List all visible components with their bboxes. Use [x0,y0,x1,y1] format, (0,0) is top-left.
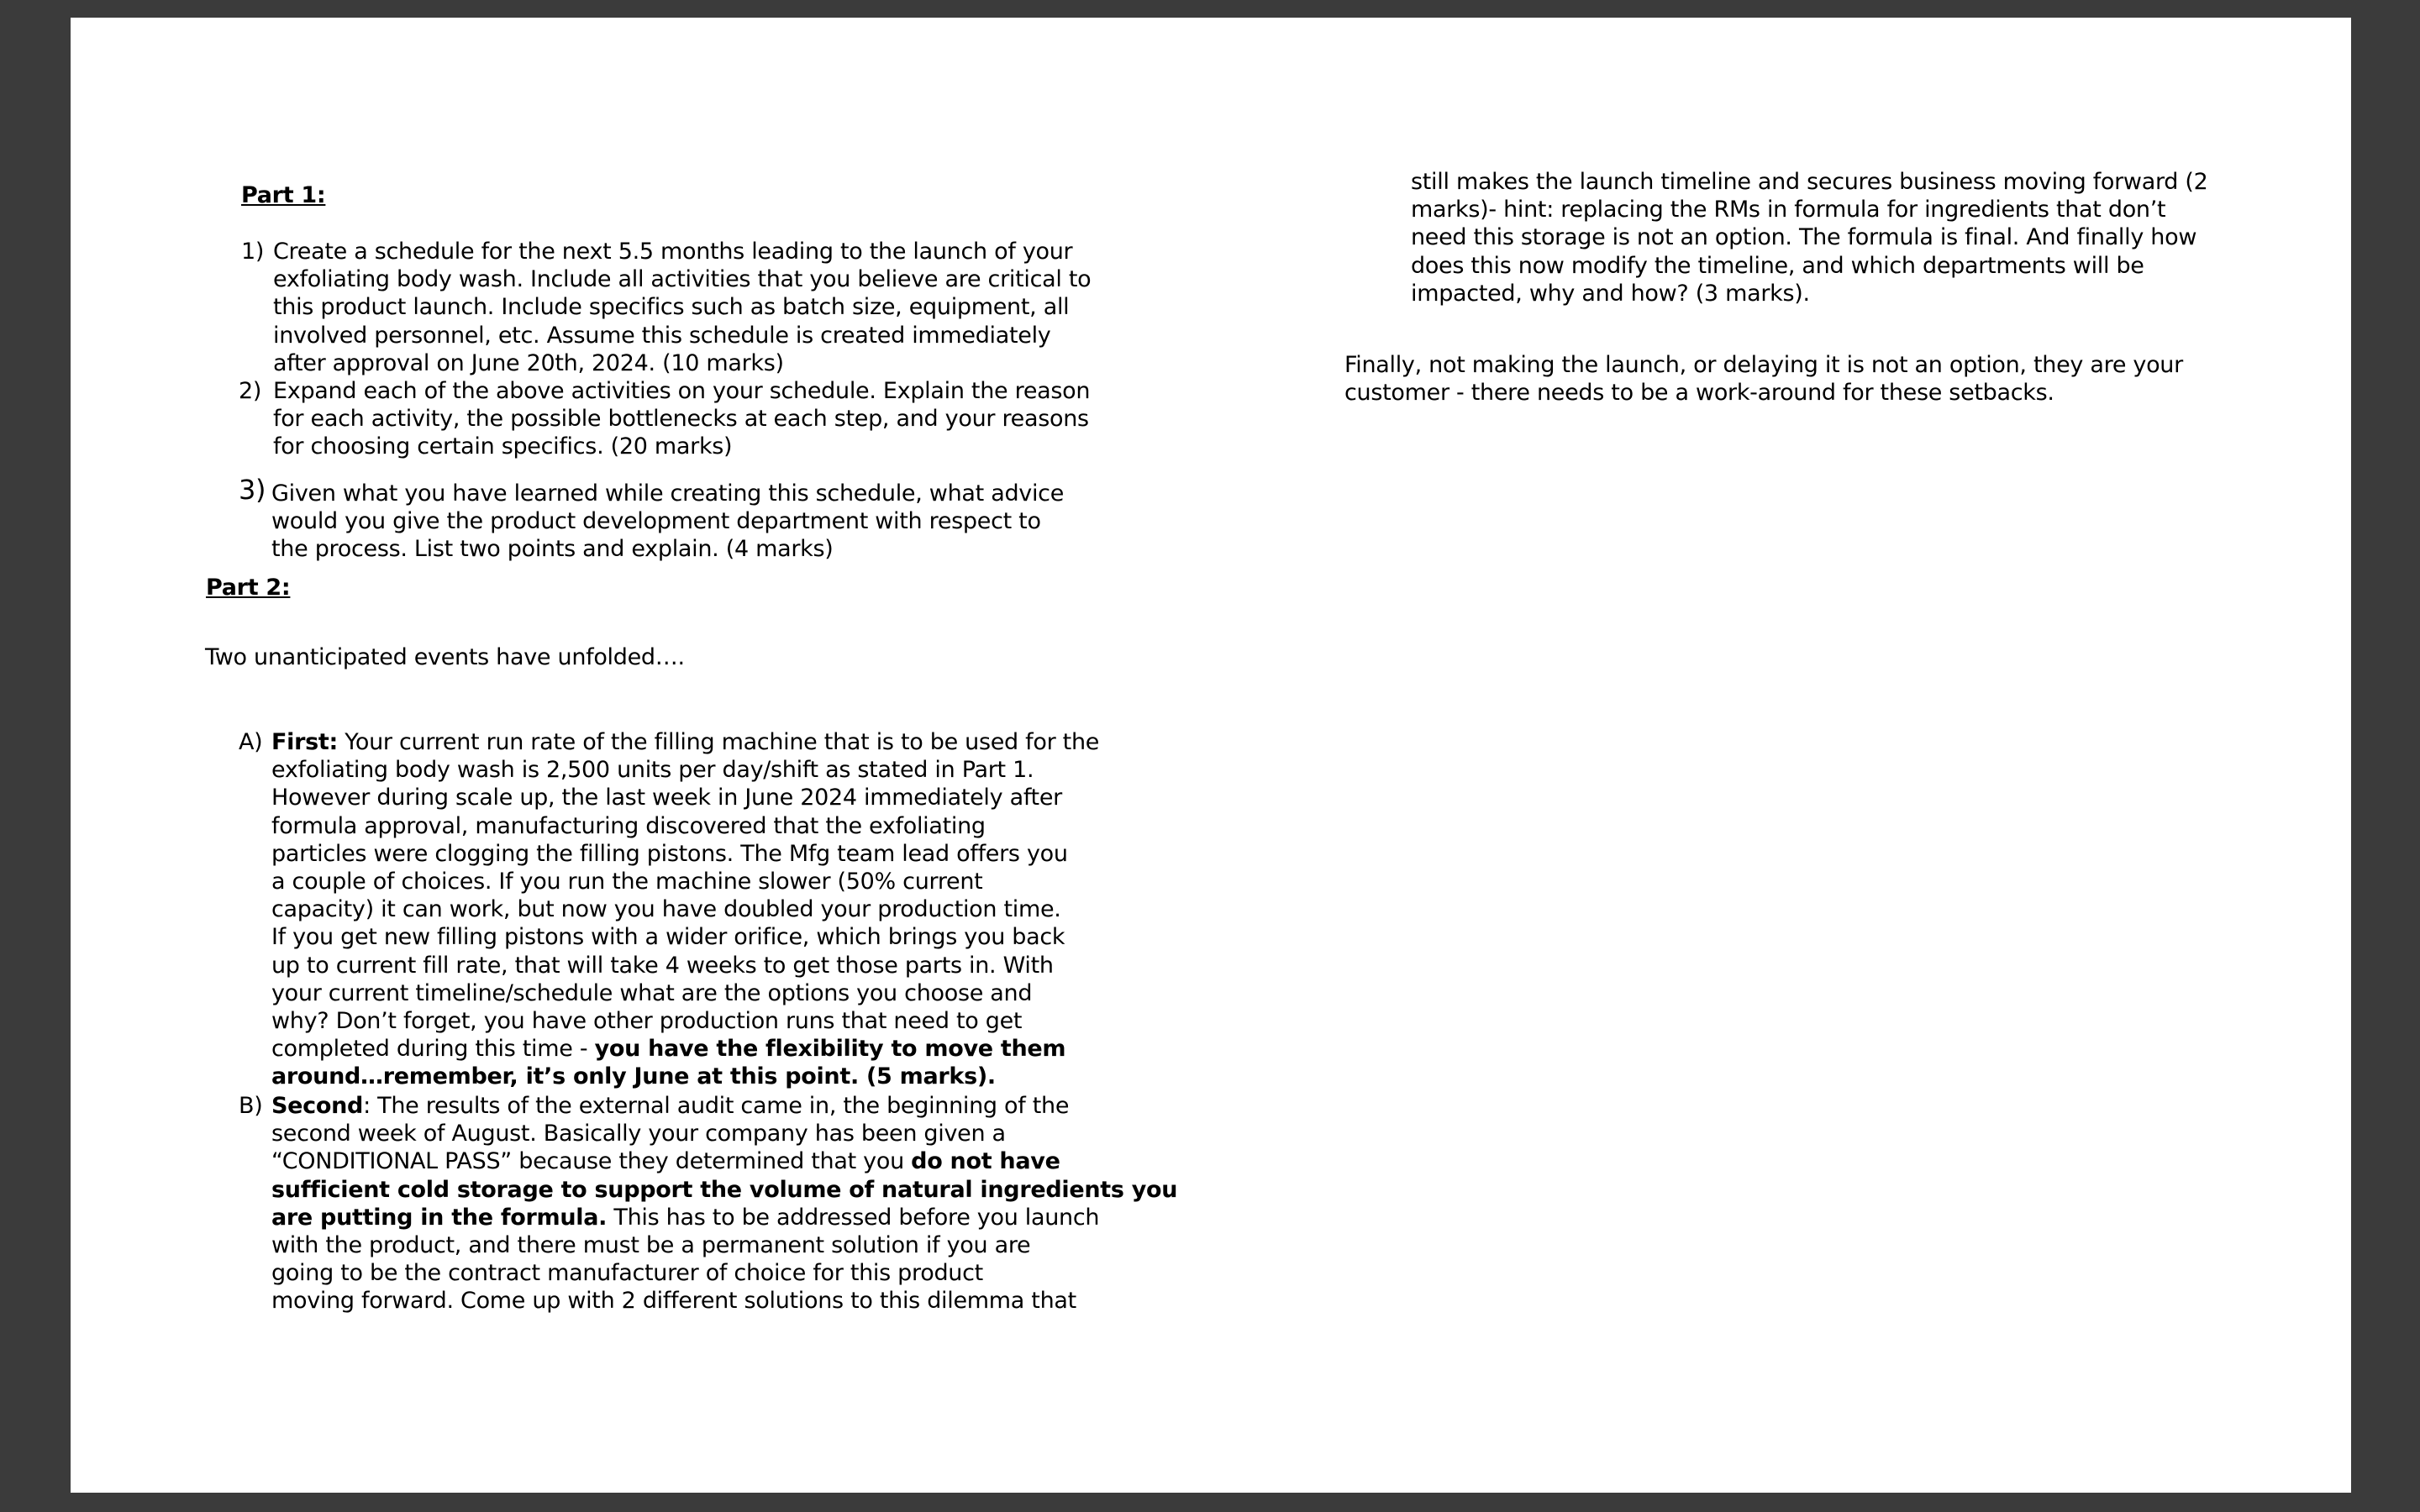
continued-line: does this now modify the timeline, and which departments will be [1411,252,2144,279]
event-line: capacity) it can work, but now you have doubled your production time. [271,896,1061,923]
part2-intro: Two unanticipated events have unfolded…. [205,644,685,670]
part1-heading: Part 1: [241,182,326,208]
event-line: with the product, and there must be a permanent solution if you are [271,1232,1031,1259]
event-line: second week of August. Basically your company has been given a [271,1121,1006,1147]
part1-question-1 [241,238,1091,377]
question-line: this product launch. Include specifics such as batch size, equipment, all [273,294,1070,321]
event-line: completed during this time - you have the flexibility to move them [271,1036,1066,1063]
final-line: customer - there needs to be a work-around for these setbacks. [1344,380,2054,407]
part2-heading: Part 2: [206,575,291,601]
continued-line: marks)- hint: replacing the RMs in formula for ingredients that don’t [1411,197,2166,223]
event-line: “CONDITIONAL PASS” because they determined that you do not have [271,1148,1060,1175]
event-line: First: Your current run rate of the filling machine that is to be used for the [271,729,1100,755]
question-line: for each activity, the possible bottlenecks at each step, and your reasons [273,406,1089,433]
part2-event-a [239,728,1099,1091]
event-line: are putting in the formula. This has to be addressed before you launch [271,1204,1100,1231]
question-line: Given what you have learned while creating this schedule, what advice [271,480,1065,507]
final-paragraph [1344,351,2183,407]
event-label: B) [239,1093,263,1119]
question-line: would you give the product development department with respect to [271,508,1041,535]
event-line: moving forward. Come up with 2 different solutions to this dilemma that [271,1288,1076,1315]
event-label: A) [239,729,263,755]
event-line: sufficient cold storage to support the volume of natural ingredients you [271,1176,1178,1203]
event-line: around…remember, it’s only June at this point. (5 marks). [271,1063,996,1090]
right-column-continuation [1411,168,2208,307]
event-line: Second: The results of the external audit came in, the beginning of the [271,1093,1070,1119]
continued-line: impacted, why and how? (3 marks). [1411,280,1810,307]
part1-question-3 [239,474,1065,564]
part2-event-b [239,1092,1177,1315]
question-line: the process. List two points and explain. (4 marks) [271,536,834,563]
question-number: 1) [241,239,265,265]
event-line: your current timeline/schedule what are the options you choose and [271,979,1033,1006]
event-line: formula approval, manufacturing discovered that the exfoliating [271,812,986,839]
question-line: involved personnel, etc. Assume this schedule is created immediately [273,322,1051,349]
event-lead: Second [271,1093,364,1119]
question-line: exfoliating body wash. Include all activities that you believe are critical to [273,266,1092,293]
event-line: If you get new filling pistons with a wider orifice, which brings you back [271,924,1065,951]
question-line: for choosing certain specifics. (20 marks) [273,433,733,460]
continued-line: need this storage is not an option. The formula is final. And finally how [1411,224,2197,251]
question-line: after approval on June 20th, 2024. (10 marks) [273,349,784,376]
event-line: why? Don’t forget, you have other production runs that need to get [271,1008,1023,1035]
part1-question-2 [239,377,1090,461]
question-line: Expand each of the above activities on your schedule. Explain the reason [273,378,1091,404]
final-line: Finally, not making the launch, or delaying it is not an option, they are your [1344,352,2183,378]
event-line: a couple of choices. If you run the machine slower (50% current [271,869,983,895]
event-line: exfoliating body wash is 2,500 units per day/shift as stated in Part 1. [271,757,1034,784]
continued-line: still makes the launch timeline and secures business moving forward (2 [1411,169,2208,195]
question-line: Create a schedule for the next 5.5 months leading to the launch of your [273,239,1073,265]
question-number: 3) [239,474,266,506]
event-line: particles were clogging the filling pistons. The Mfg team lead offers you [271,840,1068,867]
question-number: 2) [239,378,262,404]
event-line: However during scale up, the last week in June 2024 immediately after [271,785,1062,811]
document-page [71,18,2351,1493]
event-line: up to current fill rate, that will take 4 weeks to get those parts in. With [271,952,1054,979]
event-lead: First: [271,729,338,755]
event-line: going to be the contract manufacturer of choice for this product [271,1260,983,1287]
